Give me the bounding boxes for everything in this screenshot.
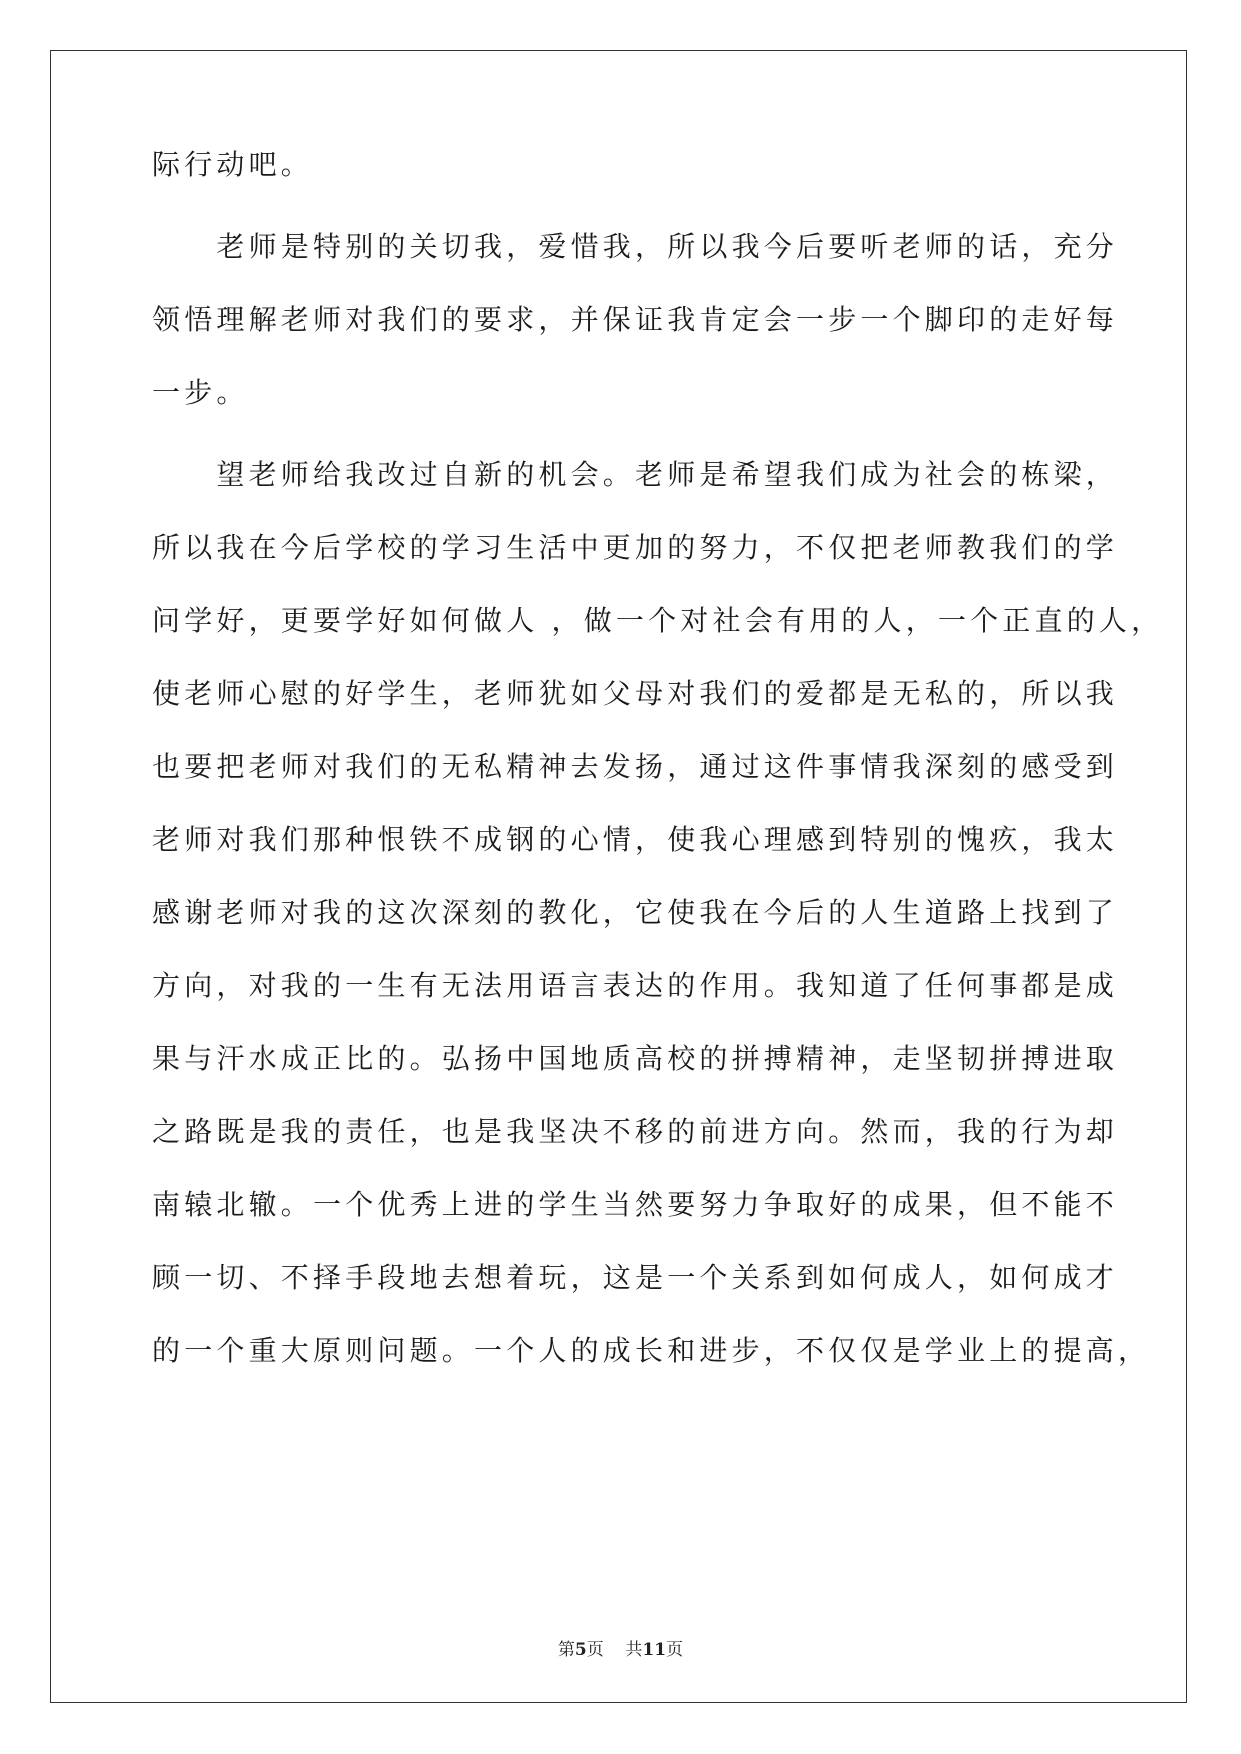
text-line: 老师是特别的关切我，爱惜我，所以我今后要听老师的话，充分	[152, 230, 1119, 263]
text-line: 际行动吧。	[152, 148, 314, 181]
text-line: 方向，对我的一生有无法用语言表达的作用。我知道了任何事都是成	[152, 969, 1119, 1002]
total-prefix: 共	[625, 1640, 643, 1660]
text-line: 之路既是我的责任，也是我坚决不移的前进方向。然而，我的行为却	[152, 1115, 1119, 1148]
page-current: 5	[574, 1640, 587, 1660]
text-line: 的一个重大原则问题。一个人的成长和进步，不仅仅是学业上的提高，	[152, 1334, 1151, 1367]
text-line: 果与汗水成正比的。弘扬中国地质高校的拼搏精神，走坚韧拼搏进取	[152, 1042, 1119, 1075]
page-border	[50, 50, 1187, 1703]
page-total: 11	[642, 1640, 667, 1660]
text-line: 所以我在今后学校的学习生活中更加的努力，不仅把老师教我们的学	[152, 531, 1119, 564]
text-line: 南辕北辙。一个优秀上进的学生当然要努力争取好的成果，但不能不	[152, 1188, 1119, 1221]
text-line: 问学好，更要学好如何做人 ，做一个对社会有用的人，一个正直的人，	[152, 604, 1164, 637]
text-line: 也要把老师对我们的无私精神去发扬，通过这件事情我深刻的感受到	[152, 750, 1119, 783]
text-line: 感谢老师对我的这次深刻的教化，它使我在今后的人生道路上找到了	[152, 896, 1119, 929]
text-line: 使老师心慰的好学生，老师犹如父母对我们的爱都是无私的，所以我	[152, 677, 1119, 710]
page-unit: 页	[586, 1640, 604, 1660]
text-line: 老师对我们那种恨铁不成钢的心情，使我心理感到特别的愧疚，我太	[152, 823, 1119, 856]
text-line: 望老师给我改过自新的机会。老师是希望我们成为社会的栋梁，	[152, 458, 1119, 491]
page-prefix: 第	[557, 1640, 575, 1660]
text-line: 一步。	[152, 376, 249, 409]
text-line: 顾一切、不择手段地去想着玩，这是一个关系到如何成人，如何成才	[152, 1261, 1119, 1294]
total-unit: 页	[666, 1640, 684, 1660]
text-line: 领悟理解老师对我们的要求，并保证我肯定会一步一个脚印的走好每	[152, 303, 1119, 336]
page-footer	[0, 1635, 1241, 1660]
